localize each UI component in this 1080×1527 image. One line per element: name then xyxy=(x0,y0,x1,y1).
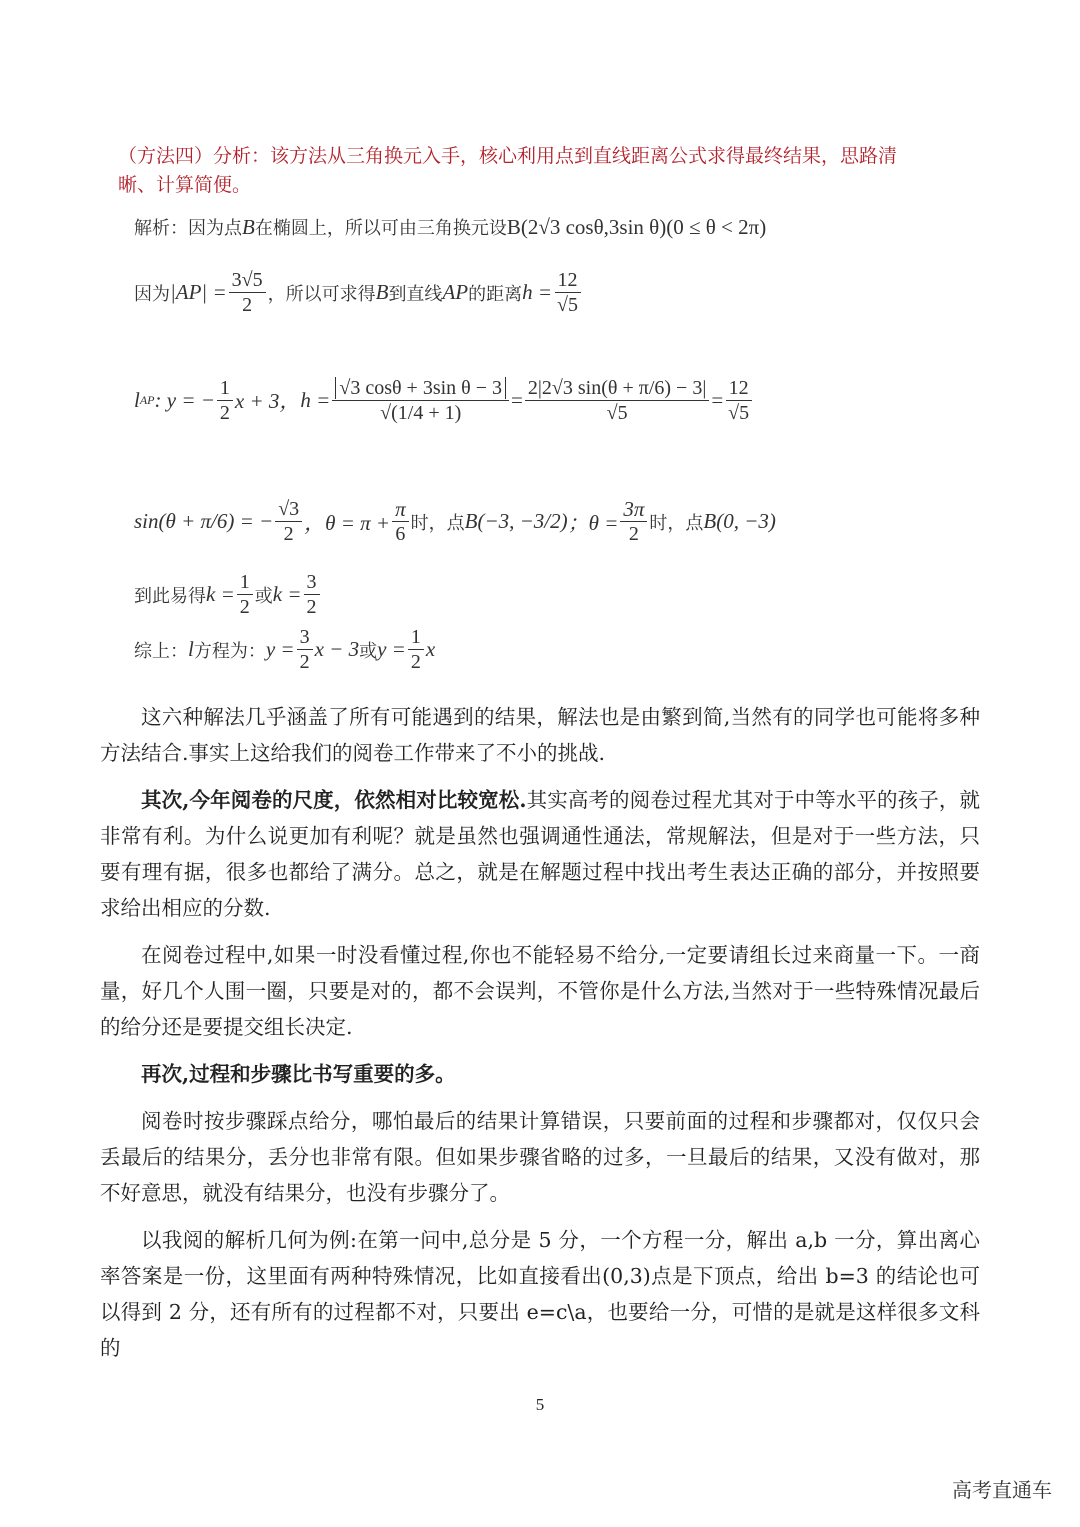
num: 3√5 xyxy=(229,268,266,293)
fraction xyxy=(525,376,709,425)
text: 解析：因为点 xyxy=(134,218,242,239)
den: 2 xyxy=(410,651,421,673)
num: 1 xyxy=(237,570,253,595)
paragraph: 阅卷时按步骤踩点给分，哪怕最后的结果计算错误，只要前面的过程和步骤都对，仅仅只会丢最后的结果分，丢分也非常有限。但如果步骤省略的过多，一旦最后的结果，又没有做对，那不好意思，就没有结果分，也没有步骤分了。 xyxy=(100,1109,980,1205)
num: 3 xyxy=(297,625,313,650)
math-expr: ，θ = π + xyxy=(304,510,391,535)
paragraph: 以我阅的解析几何为例:在第一问中,总分是 5 分，一个方程一分，解出 a,b 一分，算出离心率答案是一份，这里面有两种特殊情况，比如直接看出(0,3)点是下顶点，给出 b=3 的结论也可以得到 2 分，还有所有的过程都不对，只要出 e=c\a，也要给一分，可惜的是就是这样很多文科的 xyxy=(100,1228,980,1360)
num: 1 xyxy=(408,625,424,650)
den: 2 xyxy=(239,596,250,618)
math-expr: y = xyxy=(265,637,295,661)
math-expr: |AP| = xyxy=(170,280,227,304)
equals: = xyxy=(511,387,523,412)
num: 12 xyxy=(555,268,581,293)
math-expr: B(0, −3) xyxy=(703,509,776,533)
num: 3 xyxy=(304,570,320,595)
subscript: AP xyxy=(139,392,155,407)
text: 在椭圆上，所以可由三角换元设 xyxy=(254,218,507,239)
math-expr: x + 3， xyxy=(234,389,301,413)
num: 2|2√3 sin(θ + π/6) − 3| xyxy=(525,376,709,401)
den: √(1/4 + 1) xyxy=(380,401,462,424)
equals: = xyxy=(711,387,724,412)
den: 2 xyxy=(242,294,253,316)
math-expr: B(−3, −3/2) xyxy=(464,509,568,533)
var: h = xyxy=(522,280,553,304)
var: B xyxy=(375,280,389,304)
fraction xyxy=(554,268,581,317)
paragraph: 在阅卷过程中,如果一时没看懂过程,你也不能轻易不给分,一定要请组长过来商量一下。一商量，好几个人围一圈，只要是对的，都不会误判，不管你是什么方法,当然对于一些特殊情况最后的给分还是要提交组长决定. xyxy=(100,943,980,1039)
num: 12 xyxy=(726,376,752,401)
num: 3π xyxy=(620,497,647,522)
math-expr: x xyxy=(425,637,436,661)
solution-line-5 xyxy=(134,570,322,619)
math-expr: ；θ = xyxy=(567,510,619,535)
paragraph-text: 其实高考的阅卷过程尤其对于中等水平的孩子，就非常有利。为什么说更加有利呢？就是虽然也强调通性通法，常规解法，但是对于一些方法，只要有理有据，很多也都给了满分。总之，就是在解题过程中找出考生表达正确的部分，并按照要求给出相应的分数. xyxy=(100,788,980,920)
solution-line-3 xyxy=(134,360,754,440)
math-expr: x − 3 xyxy=(314,637,360,661)
bold-heading: 再次,过程和步骤比书写重要的多。 xyxy=(141,1062,456,1086)
math-expr: : y = − xyxy=(154,387,215,412)
num: 1 xyxy=(217,376,233,401)
math-expr: y = xyxy=(377,637,406,661)
num: √3 cosθ + 3sin θ − 3 xyxy=(335,377,506,399)
math-expr: sin(θ + π/6) = − xyxy=(134,509,274,533)
den: 6 xyxy=(395,523,406,545)
den: 2 xyxy=(628,523,639,545)
var: l xyxy=(188,637,194,661)
paragraph: 这六种解法几乎涵盖了所有可能遇到的结果，解法也是由繁到简,当然有的同学也可能将多种方法结合.事实上这给我们的阅卷工作带来了不小的挑战. xyxy=(100,705,980,765)
fraction xyxy=(217,376,233,425)
text: 时，点 xyxy=(649,512,704,534)
fraction xyxy=(237,570,253,619)
watermark: 高考直通车 xyxy=(952,1478,1052,1502)
text: 时，点 xyxy=(410,512,465,534)
den: 2 xyxy=(219,401,230,424)
math-expr: k = xyxy=(206,582,235,606)
paragraph xyxy=(100,782,980,926)
den: √5 xyxy=(606,401,628,424)
var: l xyxy=(134,387,140,412)
den: √5 xyxy=(728,401,750,424)
fraction xyxy=(620,497,647,546)
num: π xyxy=(392,497,409,522)
text: 因为 xyxy=(134,283,170,305)
text: 或 xyxy=(254,585,273,607)
den: 2 xyxy=(283,523,294,545)
fraction xyxy=(297,625,313,674)
math-expr: k = xyxy=(272,582,302,606)
method4-analysis: （方法四）分析：该方法从三角换元入手，核心利用点到直线距离公式求得最终结果，思路清晰、计算简便。 xyxy=(118,145,898,196)
num: √3 xyxy=(275,497,302,522)
fraction xyxy=(392,497,409,546)
text: ，所以可求得 xyxy=(267,283,376,305)
den: 2 xyxy=(299,651,310,673)
text: 综上： xyxy=(134,640,188,662)
solution-line-6 xyxy=(134,625,435,674)
bold-heading: 其次,今年阅卷的尺度，依然相对比较宽松. xyxy=(141,788,527,812)
text: 方程为： xyxy=(193,640,266,662)
var: h = xyxy=(300,387,331,412)
page-number: 5 xyxy=(535,1395,545,1414)
fraction xyxy=(229,268,266,317)
fraction xyxy=(332,376,509,425)
body-text xyxy=(100,699,980,1377)
text: 或 xyxy=(359,640,378,662)
den: 2 xyxy=(306,596,317,618)
solution-line-1 xyxy=(134,214,766,240)
text: 到直线 xyxy=(388,283,443,305)
fraction xyxy=(304,570,320,619)
fraction xyxy=(408,625,424,674)
var: B xyxy=(242,214,255,239)
solution-line-4 xyxy=(134,497,776,546)
text: 到此易得 xyxy=(134,585,206,607)
solution-line-2 xyxy=(134,268,583,317)
text: 的距离 xyxy=(468,283,523,305)
math-expr: B(2√3 cosθ,3sin θ)(0 ≤ θ < 2π) xyxy=(506,214,767,239)
var: AP xyxy=(442,280,469,304)
fraction xyxy=(275,497,302,546)
den: √5 xyxy=(557,294,578,316)
fraction xyxy=(725,376,752,425)
